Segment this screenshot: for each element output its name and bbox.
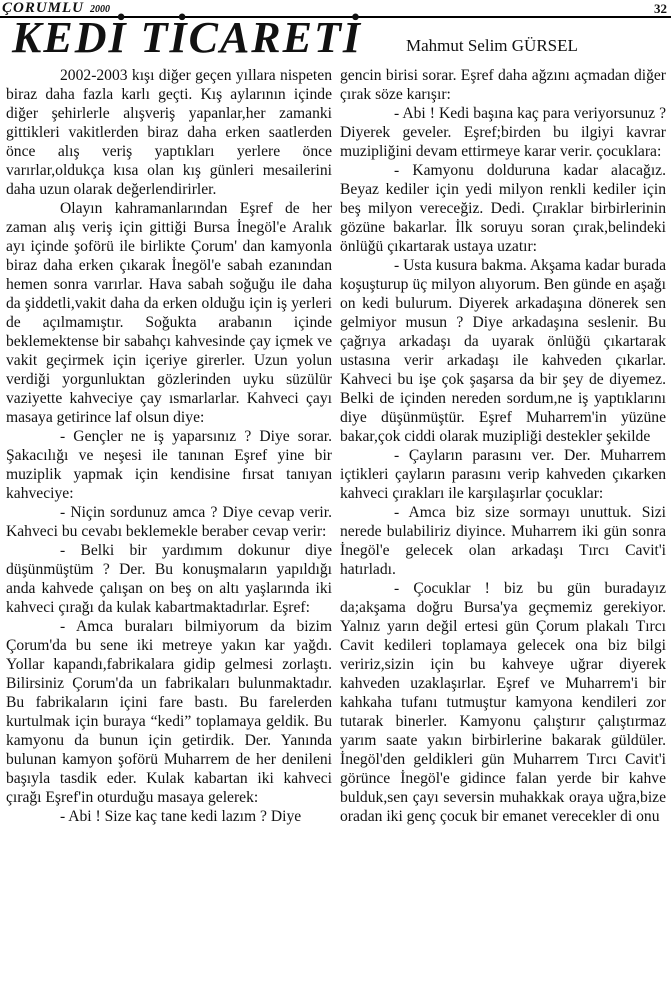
paragraph: - Abi ! Kedi başına kaç para veriyorsunuz ? Diyerek geveler. Eşref;birden bu ilgiyi kavrar muzipliğini devam ettirmeye karar verir. çocuklara: (340, 105, 666, 160)
page-number: 32 (654, 1, 667, 16)
article-author: Mahmut Selim GÜRSEL (406, 36, 578, 55)
paragraph: - Kamyonu dolduruna kadar alacağız. Beyaz kediler için yedi milyon renkli kediler için beş milyon vereceğiz. Dedi. Çıraklar birbirlerinin gözüne bakarlar. İlk soruyu soran çırak,belindeki önlüğü çıkartarak ustaya uzatır: (340, 162, 666, 255)
right-column (340, 66, 666, 1006)
paragraph: - Amca buraları bilmiyorum da bizim Çorum'da bu sene iki metreye yakın kar yağdı. Yollar kapandı,fabrikalara gidip gelmesi zorlaştı. Bilirsiniz Çorum'da un fabrikaları bulunmaktadır. Bu fabrikaların içini fare bastı. Bu farelerden kurtulmak için buraya “kedi” toplamaya geldik. Bu kamyonu da bunun için getirdik. Der. Yanında bulunan kamyon şoförü Muharrem de her denileni başıyla tasdik eder. Kulak kabartan iki kahveci çırağı Eşref'in oturduğu masaya gelerek: (6, 618, 332, 806)
paragraph: - Niçin sordunuz amca ? Diye cevap verir. Kahveci bu cevabı beklemekle beraber cevap verir: (6, 504, 332, 540)
paragraph: 2002-2003 kışı diğer geçen yıllara nispeten biraz daha fazla karlı geçti. Kış aylarının içinde diğer şehirlerle alışveriş yapanlar,her zamanki gittikleri vakitlerden biraz daha erken saatlerden önce alış veriş yaptıkları yerlere önce varırlar,oldukça kısa olan kış günleri mesailerini daha uzun olarak değerlendirirler. (6, 67, 332, 198)
paragraph: - Çayların parasını ver. Der. Muharrem içtikleri çayların parasını verip kahveden çıkarken kahveci çırakları ile karşılaşırlar çocuklar: (340, 447, 666, 502)
brand-year: 2000 (90, 4, 111, 15)
paragraph: - Usta kusura bakma. Akşama kadar burada koşuşturup üç milyon alıyorum. Ben günde en aşağı on kedi bulurum. Diyerek arkadaşına dönerek sen gelmiyor musun ? Diye arkadaşına seslenir. Bu çağrıya arkadaşı da uyarak önlüğü çıkartarak ustasına verir arkadaşı ile kahveden çıkarlar. Kahveci bu işe çok şaşarsa da bir şey de diyemez. Belki de içinden nereden sordum,ne iş yaptıklarını diye düşünmüştür. Eşref Muharrem'in yüzüne bakar,çok ciddi olarak muzipliği destekler şekilde (340, 257, 666, 445)
paragraph: - Abi ! Size kaç tane kedi lazım ? Diye (60, 808, 302, 825)
paragraph: Olayın kahramanlarından Eşref de her zaman alış veriş için gittiği Bursa İnegöl'e Aralık ayı içinde şoförü ile birlikte Çorum' dan kamyonla biraz daha erken çıkarak İnegöl'e sabah ezanından hemen sonra varırlar. Hava sabah soğuğu ile daha da şiddetli,vakit daha da erken olduğu için iş yerleri de açılmamıştır. Soğukta arabanın içinde beklemektense bir sabahçı kahvesinde çay içmek ve vakit geçirmek için içeriye girerler. Uzun yolun verdiği yorgunluktan gözlerinden uyku süzülür vaziyette kahveciye çay ısmarlarlar. Kahveci çayı masaya getirince laf olsun diye: (6, 200, 332, 426)
left-column (6, 66, 332, 1006)
paragraph: gencin birisi sorar. Eşref daha ağzını açmadan diğer çırak söze karışır: (340, 67, 666, 103)
article-title: KEDİ TİCARETİ (12, 13, 362, 62)
brand-name: ÇORUMLU (2, 0, 85, 16)
paragraph: - Çocuklar ! biz bu gün buradayız da;akşama doğru Bursa'ya geçmemiz gerekiyor. Yalnız yarın değil ertesi gün Çorum plakalı Tırcı Cavit kedileri toplamaya gelecek ona biz bilgi veririz,sizin için bu kahveye uğrar diyerek kahveden uzaklaşırlar. Eşref ve Muharrem'i bir kahkaha tufanı tutmuştur kamyona kendileri zor tutarak binerler. Kamyonu çalıştırır çalıştırmaz yarım saate yakın birbirlerine bakarak güldüler. İnegöl'den geldikleri gün Muharrem Tırcı Cavit'i görünce İnegöl'e gidince falan yerde bir kahve bulduk,sen çayı seversin muhakkak oraya uğra,bize oradan iki genç çocuk bir emanet verecekler di onu (340, 580, 666, 825)
paragraph: - Belki bir yardımım dokunur diye düşünmüştüm ? Der. Bu konuşmaların yapıldığı anda kahvede çalışan on beş on altı yaşlarında iki kahveci çırağı da kulak kabartmaktadırlar. Eşref: (6, 542, 332, 616)
paragraph: - Amca biz size sormayı unuttuk. Sizi nerede bulabiliriz diyince. Muharrem iki gün sonra İnegöl'e gelecek olan arkadaşı Tırcı Cavit'i hatırladı. (340, 504, 666, 578)
paragraph: - Gençler ne iş yaparsınız ? Diye sorar. Şakacılığı ve neşesi ile tanınan Eşref yine bir muziplik yapmak için kendisine fırsat tanıyan kahveciye: (6, 428, 332, 502)
